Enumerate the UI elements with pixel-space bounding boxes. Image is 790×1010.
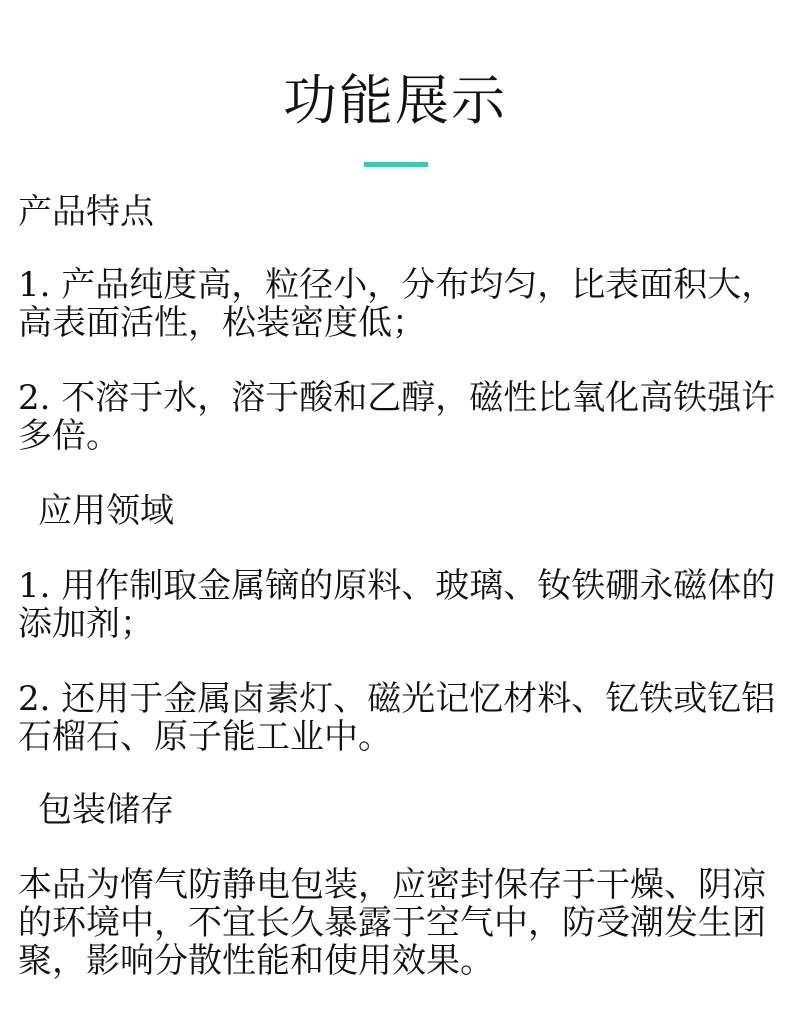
features-paragraph-1: 1. 产品纯度高，粒径小，分布均匀，比表面积大，高表面活性，松装密度低； (18, 265, 776, 343)
features-paragraph-2: 2. 不溶于水，溶于酸和乙醇，磁性比氧化高铁强许多倍。 (18, 378, 776, 456)
storage-paragraph: 本品为惰气防静电包装，应密封保存于干燥、阴凉的环境中，不宜长久暴露于空气中，防受潮发生团聚，影响分散性能和使用效果。 (18, 865, 766, 981)
page-title: 功能展示 (283, 69, 507, 132)
section-heading-storage: 包装储存 (38, 790, 174, 830)
section-heading-applications: 应用领域 (38, 491, 174, 531)
applications-paragraph-1: 1. 用作制取金属镝的原料、玻璃、钕铁硼永磁体的添加剂； (18, 566, 776, 644)
title-underline (364, 162, 428, 167)
section-heading-features: 产品特点 (18, 192, 154, 232)
applications-paragraph-2: 2. 还用于金属卤素灯、磁光记忆材料、钇铁或钇铝石榴石、原子能工业中。 (18, 679, 776, 757)
